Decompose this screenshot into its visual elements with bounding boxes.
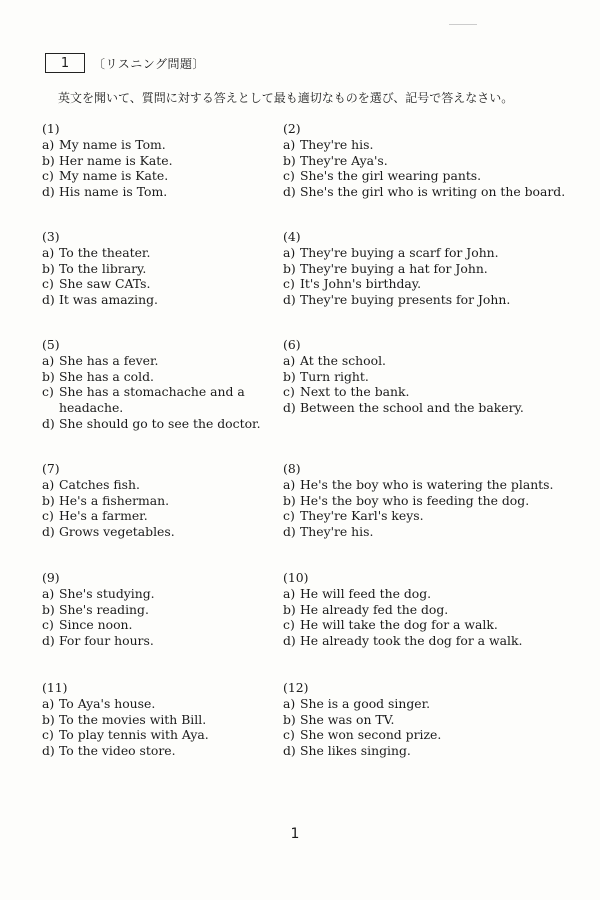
question-number: (1)	[42, 121, 60, 136]
option-b	[283, 712, 573, 728]
option-b	[283, 602, 573, 618]
option-text: Her name is Kate.	[59, 152, 173, 168]
option-b	[42, 369, 267, 385]
option-b	[283, 493, 573, 509]
option-letter: d)	[283, 524, 296, 540]
option-text: He already fed the dog.	[300, 601, 449, 617]
question-number: (7)	[42, 461, 60, 476]
option-letter: c)	[283, 727, 295, 743]
option-letter: b)	[42, 492, 55, 508]
question-6	[283, 337, 573, 416]
option-letter: d)	[283, 292, 296, 308]
option-letter: a)	[42, 585, 55, 601]
option-d	[283, 524, 573, 540]
option-letter: b)	[42, 260, 55, 276]
question-number: (2)	[283, 121, 301, 136]
option-letter: d)	[42, 524, 55, 540]
option-letter: c)	[283, 384, 295, 400]
option-d	[283, 292, 573, 308]
option-text: At the school.	[300, 352, 386, 368]
question-number: (5)	[42, 337, 60, 352]
question-number: (8)	[283, 461, 301, 476]
option-text: She has a cold.	[59, 368, 154, 384]
question-4	[283, 229, 573, 308]
option-letter: b)	[283, 492, 296, 508]
option-letter: b)	[42, 601, 55, 617]
option-b	[283, 369, 573, 385]
option-letter: a)	[283, 476, 296, 492]
question-number: (3)	[42, 229, 60, 244]
option-text: She has a fever.	[59, 352, 159, 368]
option-c	[283, 276, 573, 292]
option-text: It was amazing.	[59, 292, 158, 308]
option-letter: a)	[283, 352, 296, 368]
option-a	[283, 353, 573, 369]
question-number-box: 1	[45, 53, 85, 73]
option-d	[42, 416, 332, 432]
option-text: They're his.	[300, 524, 374, 540]
option-text: Since noon.	[59, 617, 133, 633]
option-letter: d)	[42, 184, 55, 200]
option-letter: d)	[283, 743, 296, 759]
option-letter: a)	[42, 695, 55, 711]
question-number: (12)	[283, 680, 309, 695]
option-text: To the video store.	[59, 743, 176, 759]
option-text: Between the school and the bakery.	[300, 400, 524, 416]
option-d	[283, 633, 573, 649]
option-text: Next to the bank.	[300, 384, 410, 400]
question-2	[283, 121, 573, 200]
option-c	[283, 508, 573, 524]
option-letter: c)	[42, 168, 54, 184]
option-text: Grows vegetables.	[59, 524, 175, 540]
option-letter: a)	[283, 136, 296, 152]
option-text: She's the girl wearing pants.	[300, 168, 482, 184]
option-text: They're buying presents for John.	[300, 292, 511, 308]
section-title: 〔リスニング問題〕	[93, 56, 206, 71]
option-a	[283, 245, 573, 261]
option-c	[283, 384, 573, 400]
question-number: (9)	[42, 570, 60, 585]
option-text: He already took the dog for a walk.	[300, 633, 523, 649]
page-number: 1	[290, 826, 300, 842]
option-letter: d)	[283, 184, 296, 200]
option-letter: d)	[42, 633, 55, 649]
option-c	[283, 168, 573, 184]
question-number: (6)	[283, 337, 301, 352]
question-5	[42, 337, 267, 432]
question-number: (10)	[283, 570, 309, 585]
option-letter: c)	[42, 384, 54, 400]
option-letter: c)	[42, 727, 54, 743]
option-letter: b)	[42, 368, 55, 384]
option-letter: c)	[283, 168, 295, 184]
option-letter: d)	[42, 743, 55, 759]
question-10	[283, 570, 573, 649]
option-letter: b)	[283, 711, 296, 727]
question-number: (4)	[283, 229, 301, 244]
option-b	[283, 261, 573, 277]
option-letter: a)	[42, 476, 55, 492]
option-d	[283, 184, 573, 200]
option-a	[42, 353, 267, 369]
option-letter: a)	[42, 136, 55, 152]
option-text: She saw CATs.	[59, 276, 151, 292]
instruction-text: 英文を聞いて、質問に対する答えとして最も適切なものを選び、記号で答えなさい。	[58, 91, 514, 105]
option-text: Turn right.	[300, 368, 369, 384]
option-text: For four hours.	[59, 633, 154, 649]
option-c	[42, 384, 267, 416]
option-letter: b)	[42, 152, 55, 168]
option-letter: d)	[42, 292, 55, 308]
option-text: To the library.	[59, 260, 147, 276]
question-number: (11)	[42, 680, 68, 695]
option-text: She's reading.	[59, 601, 149, 617]
option-d	[283, 400, 573, 416]
option-text: To the theater.	[59, 244, 151, 260]
option-c	[283, 727, 573, 743]
option-text: He's a farmer.	[59, 508, 148, 524]
option-a	[283, 696, 573, 712]
option-letter: b)	[283, 368, 296, 384]
option-letter: b)	[283, 260, 296, 276]
option-text: He will take the dog for a walk.	[300, 617, 498, 633]
option-text: My name is Tom.	[59, 136, 166, 152]
option-text: They're buying a hat for John.	[300, 260, 488, 276]
option-b	[283, 153, 573, 169]
option-letter: c)	[283, 276, 295, 292]
option-letter: a)	[283, 244, 296, 260]
option-c	[283, 617, 573, 633]
option-text: They're buying a scarf for John.	[300, 244, 499, 260]
option-text: She won second prize.	[300, 727, 442, 743]
option-text: To play tennis with Aya.	[59, 727, 209, 743]
option-text: To the movies with Bill.	[59, 711, 207, 727]
question-8	[283, 461, 573, 540]
option-text: He's the boy who is feeding the dog.	[300, 492, 530, 508]
scan-mark	[449, 24, 477, 25]
option-text: To Aya's house.	[59, 695, 156, 711]
option-letter: c)	[283, 508, 295, 524]
option-text: They're Karl's keys.	[300, 508, 424, 524]
option-text: He's the boy who is watering the plants.	[300, 476, 554, 492]
option-text: His name is Tom.	[59, 184, 168, 200]
option-a	[283, 586, 573, 602]
option-text: They're his.	[300, 136, 374, 152]
option-letter: c)	[42, 276, 54, 292]
option-text: She should go to see the doctor.	[59, 415, 261, 431]
option-text: She's studying.	[59, 585, 155, 601]
option-letter: d)	[42, 415, 55, 431]
question-12	[283, 680, 573, 759]
option-letter: d)	[283, 633, 296, 649]
option-letter: c)	[283, 617, 295, 633]
option-letter: b)	[283, 601, 296, 617]
option-letter: d)	[283, 400, 296, 416]
option-text: She likes singing.	[300, 743, 411, 759]
option-letter: b)	[42, 711, 55, 727]
option-text: She is a good singer.	[300, 695, 431, 711]
option-letter: b)	[283, 152, 296, 168]
option-text: It's John's birthday.	[300, 276, 422, 292]
option-text: She's the girl who is writing on the board.	[300, 184, 566, 200]
option-text: He will feed the dog.	[300, 585, 432, 601]
option-d	[283, 743, 573, 759]
option-text: She has a stomachache and a headache.	[59, 384, 245, 416]
option-letter: a)	[42, 244, 55, 260]
option-a	[283, 137, 573, 153]
option-letter: a)	[42, 352, 55, 368]
option-a	[283, 477, 573, 493]
option-letter: c)	[42, 508, 54, 524]
option-text: They're Aya's.	[300, 152, 388, 168]
option-letter: a)	[283, 695, 296, 711]
option-text: She was on TV.	[300, 711, 395, 727]
option-text: My name is Kate.	[59, 168, 169, 184]
section-header	[45, 53, 205, 73]
option-letter: a)	[283, 585, 296, 601]
option-letter: c)	[42, 617, 54, 633]
option-text: He's a fisherman.	[59, 492, 170, 508]
option-text: Catches fish.	[59, 476, 140, 492]
